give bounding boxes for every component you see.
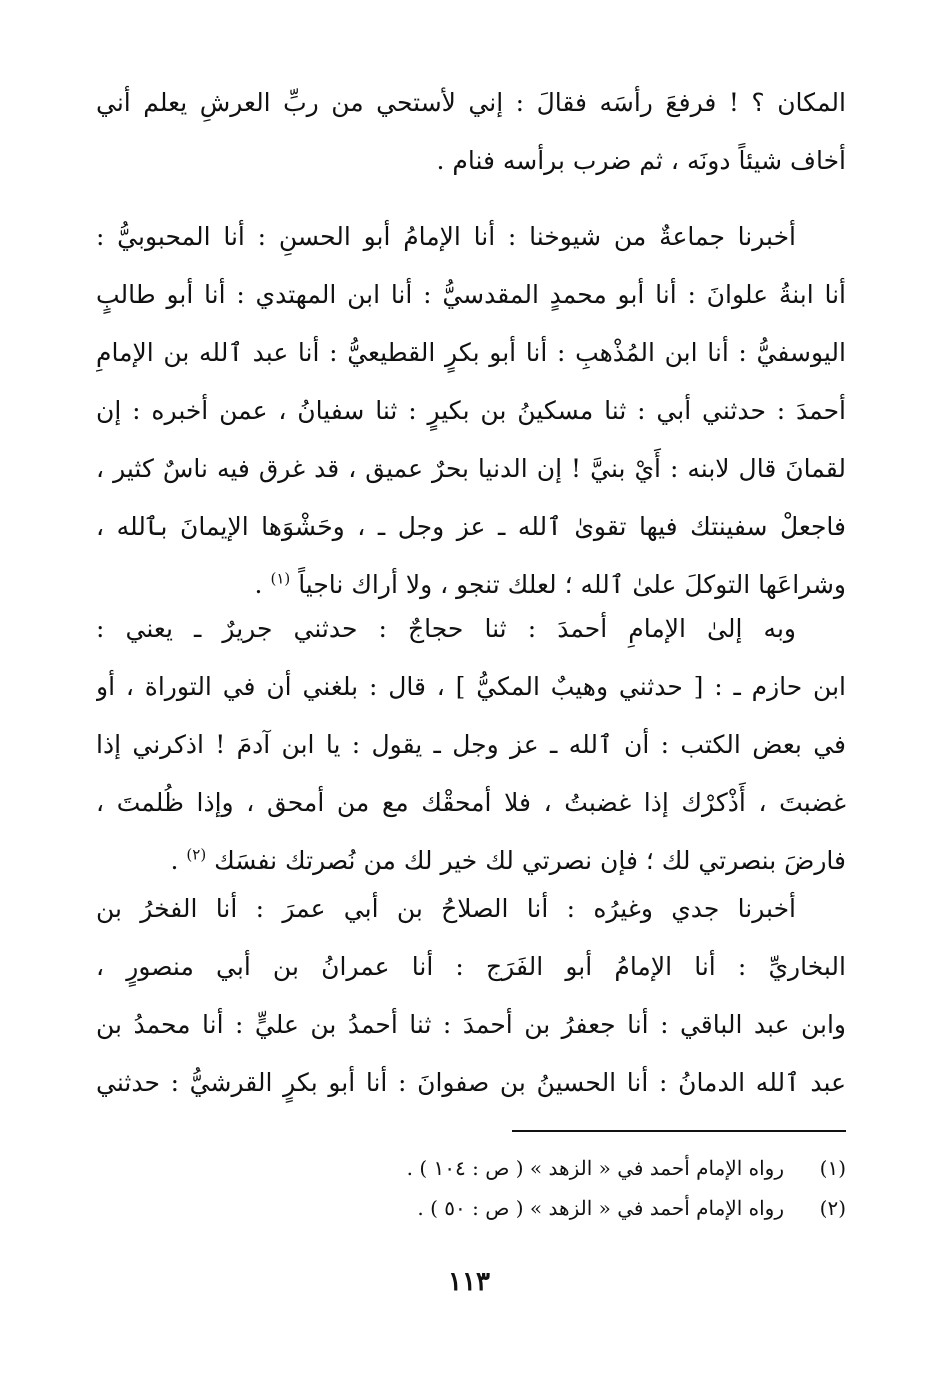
text-line: أخبرنا جدي وغيرُه : أنا الصلاحُ بن أبي عمرَ : أنا الفخرُ بن	[96, 894, 796, 923]
footnote-separator	[512, 1130, 846, 1132]
text-line: ابن حازم ـ : [ حدثني وهيبٌ المكيُّ ] ، قال : بلغني أن في التوراة ، أو	[96, 672, 846, 701]
text-line: فارضَ بنصرتي لك ؛ فإن نصرتي لك خير لك من نُصرتك نفسَك $^{(٢)}$ .	[170, 845, 846, 875]
text-line: وشراعَها التوكلَ علىٰ ٱلله ؛ لعلك تنجو ، ولا أراك ناجياً $^{(١)}$ .	[254, 569, 846, 599]
paragraph-4	[96, 880, 846, 1112]
text-line-content: وشراعَها التوكلَ علىٰ ٱلله ؛ لعلك تنجو ، ولا أراك ناجياً	[298, 570, 846, 599]
text-line: لقمانَ قال لابنه : أَيْ بنيَّ ! إن الدنيا بحرٌ عميق ، قد غرق فيه ناسٌ كثير ،	[96, 454, 846, 483]
text-line: وبه إلىٰ الإمامِ أحمدَ : ثنا حجاجٌ : حدثني جريرٌ ـ يعني :	[96, 614, 796, 643]
text-line: عبد ٱلله الدمانُ : أنا الحسينُ بن صفوانَ : أنا أبو بكرٍ القرشيُّ : حدثني	[96, 1068, 846, 1097]
paragraph-3	[96, 600, 846, 890]
text-line: أخبرنا جماعةٌ من شيوخنا : أنا الإمامُ أبو الحسنِ : أنا المحبوبيُّ :	[96, 222, 796, 251]
text-line: أخاف شيئاً دونَه ، ثم ضرب برأسه فنام .	[436, 146, 846, 175]
footnote-number: (٢)	[819, 1196, 846, 1220]
text-line: غضبتَ ، أَذْكرْك إذا غضبتُ ، فلا أمحقْك مع من أمحق ، وإذا ظُلمتَ ،	[96, 788, 846, 817]
footnote-1	[96, 1148, 846, 1188]
text-line: فاجعلْ سفينتك فيها تقوىٰ ٱلله ـ عز وجل ـ ، وحَشْوَها الإيمانَ بٱلله ،	[96, 512, 846, 541]
footnotes	[96, 1148, 846, 1228]
text-line: أحمدَ : حدثني أبي : ثنا مسكينُ بن بكيرٍ : ثنا سفيانُ ، عمن أخبره : إن	[96, 396, 846, 425]
page-number: ١١٣	[448, 1267, 490, 1297]
text-line-content: فارضَ بنصرتي لك ؛ فإن نصرتي لك خير لك من نُصرتك نفسَك	[214, 846, 846, 875]
paragraph-1	[96, 74, 846, 190]
footnote-text: رواه الإمام أحمد في « الزهد » ( ص : ١٠٤ ) .	[406, 1156, 784, 1180]
footnote-mark: (١)	[270, 569, 291, 588]
footnote-2	[96, 1188, 846, 1228]
text-line: البخاريِّ : أنا الإمامُ أبو الفَرَج : أنا عمرانُ بن أبي منصورٍ ،	[96, 952, 846, 981]
footnote-mark: (٢)	[186, 845, 207, 864]
text-line: المكان ؟ ! فرفعَ رأسَه فقالَ : إني لأستحي من ربِّ العرشِ يعلم أني	[96, 88, 846, 117]
text-line: في بعض الكتب : أن ٱلله ـ عز وجل ـ يقول : يا ابن آدمَ ! اذكرني إذا	[96, 730, 846, 759]
text-line: وابن عبد الباقي : أنا جعفرُ بن أحمدَ : ثنا أحمدُ بن عليٍّ : أنا محمدُ بن	[96, 1010, 846, 1039]
footnote-text: رواه الإمام أحمد في « الزهد » ( ص : ٥٠ ) .	[417, 1196, 784, 1220]
footnote-number: (١)	[819, 1156, 846, 1180]
text-line: اليوسفيُّ : أنا ابن المُذْهبِ : أنا أبو بكرٍ القطيعيُّ : أنا عبد ٱلله بن الإمامِ	[96, 338, 846, 367]
paragraph-2	[96, 208, 846, 614]
text-line: أنا ابنةُ علوانَ : أنا أبو محمدٍ المقدسيُّ : أنا ابن المهتدي : أنا أبو طالبٍ	[96, 280, 846, 309]
